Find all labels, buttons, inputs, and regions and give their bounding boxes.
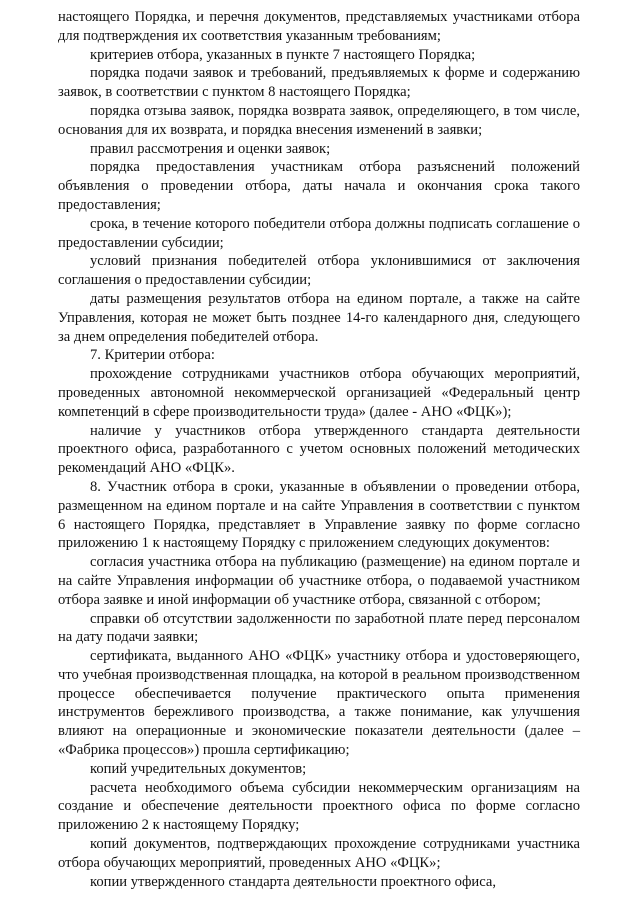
paragraph: срока, в течение которого победители отбора должны подписать соглашение о предоставлении субсидии;: [58, 215, 580, 251]
paragraph: условий признания победителей отбора уклонившимися от заключения соглашения о предоставлении субсидии;: [58, 253, 580, 289]
paragraph: критериев отбора, указанных в пункте 7 настоящего Порядка;: [90, 46, 476, 63]
document-page: [58, 8, 580, 891]
paragraph: наличие у участников отбора утвержденного стандарта деятельности проектного офиса, разработанного с учетом основных положений методических рекомендаций АНО «ФЦК».: [58, 422, 580, 477]
paragraph: копии утвержденного стандарта деятельности проектного офиса,: [90, 873, 497, 890]
paragraph: 8. Участник отбора в сроки, указанные в объявлении о проведении отбора, размещенном на едином портале и на сайте Управления в соответствии с пунктом 6 настоящего Порядка, представляет в Управление заявку по форме согласно приложению 1 к настоящему Порядку с приложением следующих документов:: [58, 478, 580, 552]
paragraph: настоящего Порядка, и перечня документов, представляемых участниками отбора для подтверждения их соответствия указанным требованиям;: [58, 9, 580, 44]
paragraph: порядка подачи заявок и требований, предъявляемых к форме и содержанию заявок, в соответствии с пунктом 8 настоящего Порядка;: [58, 65, 580, 101]
paragraph: справки об отсутствии задолженности по заработной плате перед персоналом на дату подачи заявки;: [58, 610, 580, 646]
paragraph: копий документов, подтверждающих прохождение сотрудниками участника отбора обучающих мероприятий, проведенных АНО «ФЦК»;: [58, 836, 580, 871]
paragraph: прохождение сотрудниками участников отбора обучающих мероприятий, проведенных автономной некоммерческой организацией «Федеральный центр компетенций в сфере производительности труда» (далее - АНО «ФЦК»);: [58, 366, 580, 420]
paragraph: копий учредительных документов;: [90, 760, 307, 777]
paragraph: согласия участника отбора на публикацию (размещение) на едином портале и на сайте Управления информации об участнике отбора, о подаваемой участником отбора заявке и иной информации об участнике отбора, связанной с отбором;: [58, 554, 580, 608]
paragraph: порядка отзыва заявок, порядка возврата заявок, определяющего, в том числе, основания для их возврата, и порядка внесения изменений в заявки;: [58, 102, 580, 138]
paragraph: порядка предоставления участникам отбора разъяснений положений объявления о проведении отбора, даты начала и окончания срока такого предоставления;: [58, 159, 580, 213]
paragraph: правил рассмотрения и оценки заявок;: [90, 140, 331, 157]
paragraph: расчета необходимого объема субсидии некоммерческим организациям на создание и обеспечение деятельности проектного офиса по форме согласно приложению 2 к настоящему Порядку;: [58, 779, 580, 834]
section-heading: 7. Критерии отбора:: [90, 347, 215, 364]
paragraph: даты размещения результатов отбора на едином портале, а также на сайте Управления, которая не может быть позднее 14-го календарного дня, следующего за днем определения победителей отбора.: [58, 290, 580, 345]
paragraph: сертификата, выданного АНО «ФЦК» участнику отбора и удостоверяющего, что учебная производственная площадка, на которой в реальном производственном процессе обеспечивается получение практического опыта применения инструментов бережливого производства, а также понимание, как улучшения влияют на операционные и экономические показатели деятельности (далее – «Фабрика процессов») прошла сертификацию;: [58, 648, 580, 759]
